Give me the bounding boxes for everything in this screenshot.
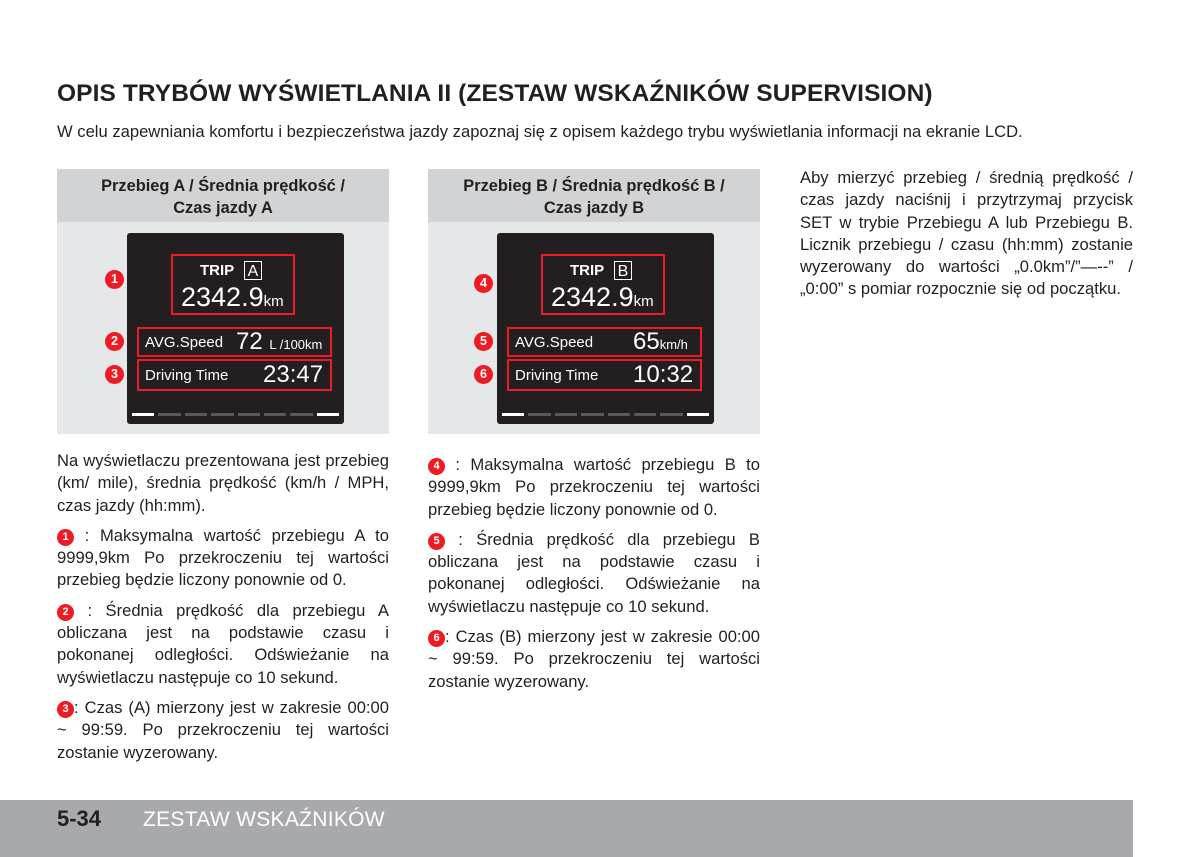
avg-speed-box-b [507,327,702,357]
section-title: ZESTAW WSKAŹNIKÓW [143,808,385,831]
driving-time-box-b [507,359,702,391]
marker-2-inline: 2 [57,604,74,621]
marker-2: 2 [105,332,124,351]
driving-time-box-a [137,359,332,391]
driving-time-label: Driving Time [145,367,229,384]
intro-text: W celu zapewniania komfortu i bezpieczeństwa jazdy zapoznaj się z opisem każdego trybu wyświetlania informacji na ekranie LCD. [57,122,1023,141]
panel-a-header-line1: Przebieg A / Średnia prędkość / [101,177,345,195]
trip-letter: A [244,261,262,280]
odometer-unit: km [263,293,284,310]
marker-1: 1 [105,270,124,289]
marker-1-inline: 1 [57,529,74,546]
lcd-display-a [127,233,344,424]
column-1-text [57,450,389,772]
driving-time-value: 23:47 [263,361,324,388]
avg-speed-unit: L /100km [269,337,323,352]
column-3-text: Aby mierzyć przebieg / średnią prędkość / czas jazdy naciśnij i przytrzymaj przycisk SET w trybie Przebiegu A lub Przebiegu B. Licznik przebiegu / czasu (hh:mm) zostanie wyzerowany do wartości „0.0km”/”—--” / „0:00” s pomiar rozpocznie się od początku. [800,168,1133,299]
col1-item-2-text: : Średnia prędkość dla przebiegu A obliczana jest na podstawie czasu i pokonanej odległości. Odświeżanie na wyświetlaczu następuje co 10 sekund. [57,600,389,687]
avg-speed-b [633,328,688,356]
trip-box-a [171,254,295,315]
odometer-unit: km [633,293,654,310]
panel-a-header-line2: Czas jazdy A [173,199,273,217]
marker-3: 3 [105,365,124,384]
col2-item-6 [428,626,760,693]
segment-bar-b [502,413,709,416]
panel-trip-a [57,169,389,434]
col2-item-5-text: : Średnia prędkość dla przebiegu B obliczana jest na podstawie czasu i pokonanej odległości. Odświeżanie na wyświetlaczu następuje co 10 sekund. [428,529,760,616]
panel-b-header [428,169,760,222]
trip-label: TRIP [200,262,235,279]
panel-trip-b [428,169,760,434]
page-title: OPIS TRYBÓW WYŚWIETLANIA II (ZESTAW WSKAŹNIKÓW SUPERVISION) [57,80,933,107]
odometer-value: 2342.9 [551,282,634,312]
marker-6: 6 [474,365,493,384]
col1-item-2 [57,600,389,689]
segment-bar-a [132,413,339,416]
odometer-b [551,282,654,313]
driving-time-value: 10:32 [633,361,694,388]
col1-item-1 [57,525,389,592]
marker-3-inline: 3 [57,701,74,718]
odometer-value: 2342.9 [181,282,264,312]
col2-item-5 [428,529,760,618]
marker-5: 5 [474,332,493,351]
marker-6-inline: 6 [428,630,445,647]
marker-4: 4 [474,274,493,293]
trip-letter: B [614,261,632,280]
avg-speed-label: AVG.Speed [515,334,594,351]
avg-speed-box-a [137,327,332,357]
page-number: 5-34 [57,806,102,831]
panel-b-header-line2: Czas jazdy B [543,199,645,217]
trip-box-b [541,254,665,315]
col1-item-3 [57,697,389,764]
col2-item-4-text: : Maksymalna wartość przebiegu B to 9999,9km Po przekroczeniu tej wartości przebieg będzie liczony ponownie od 0. [428,455,760,519]
col1-item-3-text: : Czas (A) mierzony jest w zakresie 00:00 ~ 99:59. Po przekroczeniu tej wartości zostanie wyzerowany. [57,697,389,762]
avg-speed-value: 72 [236,328,263,355]
col1-item-1-text: : Maksymalna wartość przebiegu A to 9999,9km Po przekroczeniu tej wartości przebieg będzie liczony ponownie od 0. [57,525,389,590]
driving-time-label: Driving Time [515,367,599,384]
avg-speed-a [236,328,322,356]
column-2-text [428,454,760,701]
lcd-display-b [497,233,714,424]
avg-speed-label: AVG.Speed [145,334,224,351]
trip-label: TRIP [570,262,605,279]
panel-b-header-line1: Przebieg B / Średnia prędkość B / [463,177,725,195]
marker-5-inline: 5 [428,533,445,550]
marker-4-inline: 4 [428,458,445,475]
col1-intro: Na wyświetlaczu prezentowana jest przebieg (km/ mile), średnia prędkość (km/h / MPH, czas jazdy (hh:mm). [57,451,389,515]
col2-item-4 [428,454,760,521]
avg-speed-unit: km/h [659,337,688,352]
panel-a-header [57,169,389,222]
odometer-a [181,282,284,313]
col2-item-6-text: : Czas (B) mierzony jest w zakresie 00:00 ~ 99:59. Po przekroczeniu tej wartości zostanie wyzerowany. [428,627,760,691]
avg-speed-value: 65 [633,328,660,355]
